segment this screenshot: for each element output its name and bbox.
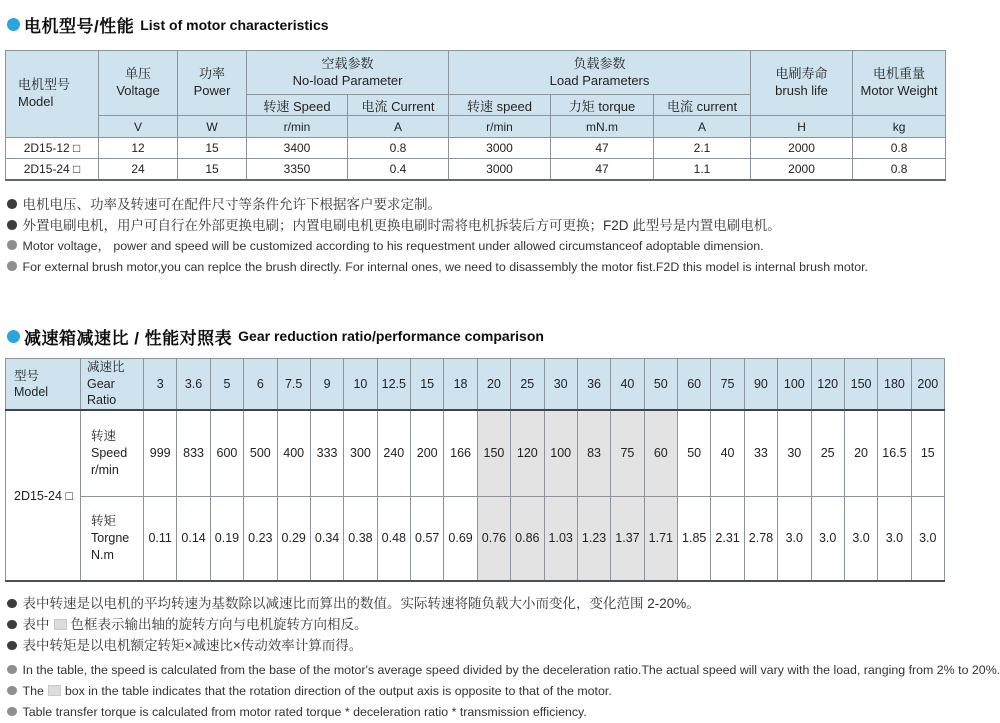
gear-torque-cell: 0.29 [277, 496, 310, 581]
gear-ratio-header: 200 [911, 358, 944, 410]
gear-torque-cell: 3.0 [878, 496, 911, 581]
gear-ratio-header: 9 [310, 358, 343, 410]
gear-speed-cell: 600 [210, 410, 243, 496]
noload-current-cell: 0.8 [348, 138, 449, 159]
gear-torque-cell: 2.78 [744, 496, 777, 581]
note-text: 电机电压、功率及转速可在配件尺寸等条件允许下根据客户要求定制。 [23, 197, 442, 212]
gear-speed-cell: 833 [177, 410, 210, 496]
gear-speed-cell: 83 [577, 410, 610, 496]
bullet-icon [7, 240, 17, 250]
gear-ratio-label-header [81, 358, 144, 410]
gear-ratio-header: 180 [878, 358, 911, 410]
noload-speed-cell: 3350 [247, 159, 348, 180]
note-text: 表中转速是以电机的平均转速为基数除以减速比而算出的数值。实际转速将随负载大小而变化，变化范围 2-20%。 [23, 596, 700, 611]
note-text-suffix: box in the table indicates that the rotation direction of the output axis is opposite to that of the motor. [65, 684, 612, 698]
note-text-prefix: 表中 [23, 617, 50, 632]
model-header [6, 51, 99, 138]
torque-unit: N.m [91, 547, 142, 564]
gear-ratio-header: 25 [511, 358, 544, 410]
voltage-cell: 12 [99, 138, 178, 159]
motor-weight-header-en: Motor Weight [855, 83, 943, 100]
motor-weight-header-zh: 电机重量 [855, 66, 943, 83]
noload-group-en: No-load Parameter [249, 73, 446, 90]
load-current-header: 电流 current [654, 95, 751, 116]
speed-unit: r/min [91, 462, 142, 479]
note-line [7, 614, 945, 635]
load-torque-header: 力矩 torque [551, 95, 654, 116]
gear-ratio-header: 10 [344, 358, 377, 410]
gear-speed-cell: 120 [511, 410, 544, 496]
gray-box-swatch [48, 685, 61, 696]
bullet-icon [7, 261, 17, 271]
gear-torque-cell: 3.0 [811, 496, 844, 581]
gear-speed-cell: 40 [711, 410, 744, 496]
power-header-en: Power [180, 83, 244, 100]
gear-speed-cell: 500 [244, 410, 277, 496]
gear-ratio-header: 60 [678, 358, 711, 410]
gear-torque-cell: 0.69 [444, 496, 477, 581]
noload-current-unit: A [348, 116, 449, 138]
gear-torque-cell: 1.23 [577, 496, 610, 581]
note-text: 表中转矩是以电机额定转矩×减速比×传动效率计算而得。 [23, 638, 363, 653]
noload-current-header: 电流 Current [348, 95, 449, 116]
gear-ratio-header: 75 [711, 358, 744, 410]
bullet-icon [7, 220, 17, 230]
gear-title-zh: 减速箱减速比 / 性能对照表 [24, 324, 232, 349]
motor-section-title [7, 12, 945, 37]
power-cell: 15 [178, 138, 247, 159]
gear-torque-cell: 0.57 [411, 496, 444, 581]
model-header-en: Model [18, 94, 96, 111]
gear-ratio-header: 30 [544, 358, 577, 410]
gray-box-swatch [54, 619, 67, 630]
gear-ratio-header: 15 [411, 358, 444, 410]
model-header-zh: 电机型号 [18, 77, 96, 94]
note-line [7, 660, 945, 681]
gear-speed-cell: 999 [144, 410, 177, 496]
load-torque-cell: 47 [551, 159, 654, 180]
load-current-unit: A [654, 116, 751, 138]
gear-speed-cell: 166 [444, 410, 477, 496]
gear-torque-cell: 0.14 [177, 496, 210, 581]
noload-group-header [247, 51, 449, 95]
gear-torque-cell: 0.34 [310, 496, 343, 581]
gear-ratio-header: 120 [811, 358, 844, 410]
load-speed-unit: r/min [449, 116, 551, 138]
gear-torque-cell: 0.86 [511, 496, 544, 581]
gear-title-en: Gear reduction ratio/performance comparison [238, 328, 544, 344]
note-line [7, 194, 945, 215]
noload-speed-header: 转速 Speed [247, 95, 348, 116]
gear-model-header-zh: 型号 [14, 368, 79, 384]
gear-ratio-header: 7.5 [277, 358, 310, 410]
load-group-zh: 负载参数 [451, 56, 748, 73]
gear-ratio-header-zh: 减速比 [87, 359, 142, 375]
gear-torque-cell: 0.76 [477, 496, 510, 581]
gear-speed-cell: 60 [644, 410, 677, 496]
gear-ratio-header: 20 [477, 358, 510, 410]
gear-ratio-header: 6 [244, 358, 277, 410]
blue-bullet-icon [7, 330, 20, 343]
gear-torque-cell: 1.71 [644, 496, 677, 581]
model-cell: 2D15-12 □ [6, 138, 99, 159]
gear-speed-cell: 333 [310, 410, 343, 496]
motor-characteristics-table [5, 50, 946, 181]
weight-cell: 0.8 [853, 159, 946, 180]
load-group-en: Load Parameters [451, 73, 748, 90]
table-row [6, 138, 946, 159]
gear-ratio-table [5, 358, 945, 583]
gear-ratio-header-en: Gear Ratio [87, 376, 142, 409]
speed-label-en: Speed [91, 445, 142, 462]
gear-model-header [6, 358, 81, 410]
gear-speed-cell: 16.5 [878, 410, 911, 496]
brush-life-header [751, 51, 853, 116]
gear-section-title [7, 324, 945, 349]
voltage-header [99, 51, 178, 116]
note-text-suffix: 色框表示输出轴的旋转方向与电机旋转方向相反。 [71, 617, 368, 632]
note-line [7, 593, 945, 614]
note-line [7, 702, 945, 723]
note-text: In the table, the speed is calculated from the base of the motor's average speed divided by the deceleration ratio.The actual speed will vary with the load, ranging from 2% to 20%. [23, 663, 1000, 677]
motor-weight-header [853, 51, 946, 116]
gear-ratio-header: 5 [210, 358, 243, 410]
bullet-icon [7, 641, 17, 651]
bullet-icon [7, 620, 17, 630]
table-row [6, 159, 946, 180]
gear-speed-cell: 25 [811, 410, 844, 496]
gear-model-header-en: Model [14, 384, 79, 400]
gear-speed-cell: 20 [844, 410, 877, 496]
weight-unit: kg [853, 116, 946, 138]
gear-notes [7, 593, 945, 723]
gear-speed-cell: 400 [277, 410, 310, 496]
gear-speed-cell: 30 [778, 410, 811, 496]
bullet-icon [7, 707, 17, 717]
gear-ratio-header: 3 [144, 358, 177, 410]
bullet-icon [7, 199, 17, 209]
noload-speed-unit: r/min [247, 116, 348, 138]
load-speed-cell: 3000 [449, 159, 551, 180]
brush-life-header-en: brush life [753, 83, 850, 100]
brush-life-cell: 2000 [751, 159, 853, 180]
load-torque-unit: mN.m [551, 116, 654, 138]
noload-current-cell: 0.4 [348, 159, 449, 180]
gear-torque-cell: 0.23 [244, 496, 277, 581]
power-cell: 15 [178, 159, 247, 180]
gear-torque-cell: 0.19 [210, 496, 243, 581]
gear-ratio-header: 40 [611, 358, 644, 410]
load-speed-cell: 3000 [449, 138, 551, 159]
gear-speed-row [6, 410, 945, 496]
note-text-prefix: The [23, 684, 44, 698]
torque-row-label [81, 496, 144, 581]
torque-label-en: Torgne [91, 530, 142, 547]
gear-speed-cell: 50 [678, 410, 711, 496]
torque-label-zh: 转矩 [91, 513, 142, 530]
gear-torque-cell: 2.31 [711, 496, 744, 581]
note-line [7, 215, 945, 236]
note-line [7, 681, 945, 702]
blue-bullet-icon [7, 18, 20, 31]
gear-torque-cell: 0.48 [377, 496, 410, 581]
gear-ratio-header: 90 [744, 358, 777, 410]
voltage-cell: 24 [99, 159, 178, 180]
motor-title-zh: 电机型号/性能 [24, 12, 134, 37]
load-speed-header: 转速 speed [449, 95, 551, 116]
gear-speed-cell: 33 [744, 410, 777, 496]
power-header-zh: 功率 [180, 66, 244, 83]
gear-ratio-header: 36 [577, 358, 610, 410]
noload-speed-cell: 3400 [247, 138, 348, 159]
bullet-icon [7, 665, 17, 675]
gear-ratio-header: 18 [444, 358, 477, 410]
gear-torque-cell: 3.0 [844, 496, 877, 581]
gear-torque-cell: 1.03 [544, 496, 577, 581]
gear-header-row [6, 358, 945, 410]
gear-model-value-cell: 2D15-24 □ [6, 410, 81, 581]
brush-unit: H [751, 116, 853, 138]
gear-torque-row [6, 496, 945, 581]
speed-row-label [81, 410, 144, 496]
gear-speed-cell: 200 [411, 410, 444, 496]
note-line [7, 257, 945, 278]
power-unit: W [178, 116, 247, 138]
load-current-cell: 2.1 [654, 138, 751, 159]
model-cell: 2D15-24 □ [6, 159, 99, 180]
load-current-cell: 1.1 [654, 159, 751, 180]
note-text: Motor voltage， power and speed will be customized according to his requestment under allowed circumstanceof adoptable dimension. [23, 239, 764, 253]
note-text: Table transfer torque is calculated from motor rated torque * deceleration ratio * transmission efficiency. [23, 705, 587, 719]
gear-torque-cell: 1.37 [611, 496, 644, 581]
bullet-icon [7, 686, 17, 696]
note-text: 外置电刷电机，用户可自行在外部更换电刷；内置电刷电机更换电刷时需将电机拆装后方可更换；F2D 此型号是内置电刷电机。 [23, 218, 781, 233]
gear-torque-cell: 0.11 [144, 496, 177, 581]
gear-torque-cell: 3.0 [778, 496, 811, 581]
gear-torque-cell: 3.0 [911, 496, 944, 581]
note-text: For external brush motor,you can replce the brush directly. For internal ones, we need to disassembly the motor fist.F2D this model is internal brush motor. [23, 260, 868, 274]
gear-ratio-header: 50 [644, 358, 677, 410]
voltage-header-zh: 单压 [101, 66, 175, 83]
gear-speed-cell: 300 [344, 410, 377, 496]
gear-speed-cell: 15 [911, 410, 944, 496]
gear-speed-cell: 100 [544, 410, 577, 496]
note-line [7, 236, 945, 257]
gear-ratio-header: 150 [844, 358, 877, 410]
gear-ratio-header: 100 [778, 358, 811, 410]
gear-speed-cell: 75 [611, 410, 644, 496]
load-torque-cell: 47 [551, 138, 654, 159]
motor-title-en: List of motor characteristics [140, 17, 328, 33]
note-line [7, 635, 945, 656]
gear-torque-cell: 1.85 [678, 496, 711, 581]
gear-speed-cell: 240 [377, 410, 410, 496]
motor-notes [7, 194, 945, 278]
brush-life-cell: 2000 [751, 138, 853, 159]
gear-ratio-header: 3.6 [177, 358, 210, 410]
gear-torque-cell: 0.38 [344, 496, 377, 581]
gear-ratio-header: 12.5 [377, 358, 410, 410]
voltage-header-en: Voltage [101, 83, 175, 100]
gear-speed-cell: 150 [477, 410, 510, 496]
brush-life-header-zh: 电刷寿命 [753, 66, 850, 83]
weight-cell: 0.8 [853, 138, 946, 159]
load-group-header [449, 51, 751, 95]
voltage-unit: V [99, 116, 178, 138]
bullet-icon [7, 599, 17, 609]
speed-label-zh: 转速 [91, 428, 142, 445]
noload-group-zh: 空载参数 [249, 56, 446, 73]
power-header [178, 51, 247, 116]
